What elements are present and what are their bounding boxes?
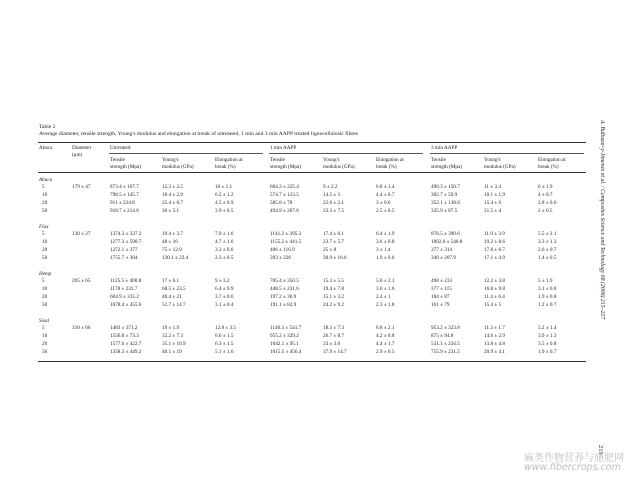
cell-untreated-elongation: 3.1 ± 0.4 — [215, 302, 234, 308]
table-row — [0, 302, 640, 309]
cell-untreated-tensile: 1483 ± 371.2 — [110, 325, 138, 331]
cell-untreated-tensile: 1755.7 ± 304 — [110, 255, 138, 261]
cell-3min-youngs: 17.8 ± 6.7 — [484, 247, 506, 253]
table-row — [0, 200, 640, 207]
header-youngs: Young's — [162, 157, 179, 163]
watermark-url: www.fibercrops.com — [524, 462, 621, 473]
cell-3min-tensile: 335.9 ± 87.5 — [431, 208, 458, 214]
cell-untreated-tensile: 798.5 ± 145.7 — [110, 192, 139, 198]
cell-3min-tensile: 875 ± 94.8 — [431, 333, 454, 339]
cell-3min-tensile: 184 ± 87 — [431, 294, 450, 300]
table-row — [0, 239, 640, 246]
cell-3min-elongation: 4 ± 0.7 — [538, 192, 553, 198]
cell-untreated-tensile: 1358.3 ± 449.2 — [110, 349, 142, 355]
cell-3min-youngs: 11.4 ± 6.4 — [484, 294, 505, 300]
cell-1min-elongation: 2.3 ± 1.8 — [376, 302, 395, 308]
cell-1min-youngs: 18.3 ± 7.3 — [323, 325, 345, 331]
cell-treatment-time: 20 — [42, 247, 48, 253]
watermark-text: 麻类作物营养与施肥网 — [524, 453, 624, 464]
cell-treatment-time: 20 — [42, 341, 48, 347]
cell-1min-elongation: 2.5 ± 0.5 — [376, 208, 395, 214]
table-row — [0, 278, 640, 285]
cell-1min-elongation: 3.6 ± 0.8 — [376, 239, 395, 245]
cell-3min-elongation: 2.8 ± 0.6 — [538, 200, 557, 206]
cell-untreated-elongation: 7.9 ± 1.6 — [215, 231, 234, 237]
cell-1min-youngs: 33 ± 3.6 — [323, 341, 341, 347]
cell-untreated-youngs: 32.2 ± 7.3 — [162, 333, 184, 339]
table-row — [0, 192, 640, 199]
header-youngs-unit: modulus (GPa) — [323, 164, 355, 170]
cell-treatment-time: 50 — [42, 255, 48, 261]
cell-untreated-youngs: 48 ± 16 — [162, 239, 178, 245]
cell-1min-elongation: 4.2 ± 0.8 — [376, 333, 395, 339]
cell-1min-elongation: 4.4 ± 0.7 — [376, 192, 395, 198]
cell-3min-tensile: 490.3 ± 150.7 — [431, 184, 460, 190]
cell-3min-youngs: 19.2 ± 8.6 — [484, 239, 506, 245]
header-tensile: Tensile — [270, 157, 285, 163]
table-top-rule — [38, 142, 586, 143]
section-title: Sisal — [39, 318, 50, 324]
header-diameter-unit: (μm) — [72, 152, 83, 158]
cell-1min-youngs: 15.3 ± 5.5 — [323, 278, 345, 284]
page-number: 219 — [597, 445, 604, 455]
cell-3min-youngs: 16.8 ± 9.8 — [484, 286, 506, 292]
header-elongation: Elongation at — [538, 157, 566, 163]
cell-untreated-tensile: 1178 ± 231.7 — [110, 286, 138, 292]
header-tensile: Tensile — [110, 157, 125, 163]
cell-1min-tensile: 406 ± 116.9 — [270, 247, 295, 253]
cell-treatment-time: 10 — [42, 192, 48, 198]
cell-1min-elongation: 4.4 ± 1.7 — [376, 341, 395, 347]
cell-treatment-time: 50 — [42, 302, 48, 308]
table-row — [0, 247, 640, 254]
cell-1min-elongation: 6.4 ± 1.9 — [376, 231, 395, 237]
one-min-group-rule — [269, 153, 423, 154]
cell-untreated-elongation: 6.4 ± 0.9 — [215, 286, 234, 292]
cell-untreated-youngs: 30 ± 5.1 — [162, 208, 180, 214]
header-untreated: Untreated — [110, 145, 131, 151]
cell-untreated-youngs: 35.1 ± 10.9 — [162, 341, 186, 347]
cell-3min-tensile: 876.5 ± 390.6 — [431, 231, 460, 237]
cell-diameter: 130 ± 27 — [72, 231, 91, 237]
cell-1min-youngs: 22.6 ± 2.1 — [323, 200, 345, 206]
cell-untreated-youngs: 19 ± 1.9 — [162, 325, 180, 331]
cell-1min-tensile: 197.2 ± 36.9 — [270, 294, 297, 300]
cell-3min-tensile: 953.2 ± 323.8 — [431, 325, 460, 331]
cell-3min-youngs: 12.2 ± 3.8 — [484, 278, 506, 284]
cell-untreated-elongation: 3.7 ± 0.6 — [215, 294, 234, 300]
cell-untreated-tensile: 1078.4 ± 455.6 — [110, 302, 142, 308]
cell-1min-tensile: 448.5 ± 231.6 — [270, 286, 299, 292]
cell-treatment-time: 20 — [42, 200, 48, 206]
cell-3min-elongation: 5 ± 1.9 — [538, 278, 553, 284]
section-title: Flax — [39, 224, 49, 230]
cell-3min-elongation: 3.1 ± 0.8 — [538, 286, 557, 292]
cell-diameter: 205 ± 65 — [72, 278, 91, 284]
cell-1min-youngs: 17.4 ± 6.1 — [323, 231, 345, 237]
cell-3min-elongation: 3.3 ± 1.3 — [538, 239, 557, 245]
cell-3min-tensile: 340 ± 207.9 — [431, 255, 456, 261]
cell-3min-youngs: 20.9 ± 4.1 — [484, 349, 506, 355]
cell-untreated-elongation: 9 ± 3.2 — [215, 278, 230, 284]
header-tensile-unit: strength (Mpa) — [110, 164, 141, 170]
header-tensile: Tensile — [431, 157, 446, 163]
cell-treatment-time: 50 — [42, 208, 48, 214]
cell-untreated-elongation: 4.7 ± 1.6 — [215, 239, 234, 245]
cell-untreated-youngs: 12.3 ± 2.5 — [162, 184, 184, 190]
cell-untreated-youngs: 51.7 ± 14.7 — [162, 302, 186, 308]
cell-3min-elongation: 5.5 ± 2.1 — [538, 231, 557, 237]
cell-3min-youngs: 10.1 ± 1.9 — [484, 192, 506, 198]
table-row — [0, 208, 640, 215]
cell-untreated-tensile: 873.4 ± 167.7 — [110, 184, 139, 190]
cell-untreated-tensile: 911 ± 224.8 — [110, 200, 135, 206]
cell-untreated-youngs: 18.4 ± 2.9 — [162, 192, 184, 198]
header-elongation-unit: break (%) — [376, 164, 397, 170]
cell-3min-elongation: 2 ± 0.5 — [538, 208, 553, 214]
cell-untreated-youngs: 75 ± 12.9 — [162, 247, 182, 253]
cell-3min-elongation: 6 ± 1.9 — [538, 184, 553, 190]
cell-untreated-tensile: 1125.5 ± 400.8 — [110, 278, 142, 284]
cell-untreated-tensile: 1577.6 ± 422.7 — [110, 341, 142, 347]
table-row — [0, 341, 640, 348]
cell-untreated-tensile: 604.9 ± 315.2 — [110, 294, 139, 300]
header-tensile-unit: strength (Mpa) — [270, 164, 301, 170]
section-title: Hemp — [39, 271, 52, 277]
cell-1min-youngs: 26.7 ± 8.7 — [323, 333, 345, 339]
table-bottom-rule — [38, 361, 586, 362]
cell-untreated-elongation: 6.2 ± 1.2 — [215, 192, 234, 198]
cell-3min-tensile: 302.7 ± 59.9 — [431, 192, 458, 198]
cell-1min-elongation: 3 ± 1.4 — [376, 247, 391, 253]
cell-3min-youngs: 21.5 ± 4 — [484, 208, 502, 214]
cell-1min-tensile: 1146.3 ± 541.7 — [270, 325, 302, 331]
table-row — [0, 184, 640, 191]
cell-untreated-youngs: 17 ± 6.1 — [162, 278, 180, 284]
cell-1min-elongation: 6.8 ± 2.1 — [376, 325, 395, 331]
cell-untreated-tensile: 1277.3 ± 590.7 — [110, 239, 142, 245]
cell-3min-youngs: 13.8 ± 4.8 — [484, 341, 506, 347]
cell-untreated-youngs: 25.4 ± 0.7 — [162, 200, 184, 206]
table-caption-text: Average diameter, tensile strength, Young's modulus and elongation at break of untreated, 1 min and 3 min AAPP treated lignocellulosic fibres — [39, 131, 358, 138]
cell-1min-youngs: 14.5 ± 3 — [323, 192, 341, 198]
cell-3min-elongation: 1.9 ± 0.7 — [538, 349, 557, 355]
cell-1min-tensile: 955.2 ± 329.2 — [270, 333, 299, 339]
table-row — [0, 349, 640, 356]
cell-3min-youngs: 17.1 ± 4.9 — [484, 255, 506, 261]
cell-untreated-youngs: 130.1 ± 22.4 — [162, 255, 189, 261]
cell-untreated-elongation: 6.6 ± 1.5 — [215, 333, 234, 339]
cell-1min-youngs: 23.3 ± 7.5 — [323, 208, 345, 214]
cell-1min-elongation: 5.6 ± 2.1 — [376, 278, 395, 284]
cell-untreated-tensile: 1272.1 ± 377 — [110, 247, 138, 253]
table-label: Table 2 — [39, 124, 56, 130]
cell-1min-elongation: 3.6 ± 1.6 — [376, 286, 395, 292]
cell-3min-tensile: 531.1 ± 234.5 — [431, 341, 460, 347]
cell-1min-tensile: 1015.5 ± 456.4 — [270, 349, 302, 355]
cell-1min-tensile: 585.8 ± 78 — [270, 200, 293, 206]
cell-3min-youngs: 15.4 ± 6 — [484, 200, 502, 206]
cell-3min-tensile: 377 ± 115 — [431, 286, 452, 292]
cell-1min-elongation: 1.9 ± 0.6 — [376, 255, 395, 261]
cell-treatment-time: 5 — [42, 325, 45, 331]
cell-3min-elongation: 1.9 ± 0.8 — [538, 294, 557, 300]
cell-1min-elongation: 6.8 ± 1.4 — [376, 184, 395, 190]
cell-untreated-elongation: 2.3 ± 0.5 — [215, 255, 234, 261]
header-youngs: Young's — [323, 157, 340, 163]
cell-3min-youngs: 11.9 ± 3.9 — [484, 231, 505, 237]
cell-treatment-time: 5 — [42, 278, 45, 284]
cell-1min-youngs: 24.2 ± 9.2 — [323, 302, 345, 308]
cell-3min-elongation: 1.2 ± 0.7 — [538, 302, 557, 308]
cell-3min-elongation: 3.5 ± 0.8 — [538, 341, 557, 347]
header-tensile-unit: strength (Mpa) — [431, 164, 462, 170]
cell-3min-tensile: 755.9 ± 231.5 — [431, 349, 460, 355]
cell-treatment-time: 5 — [42, 231, 45, 237]
cell-1min-elongation: 3 ± 0.6 — [376, 200, 391, 206]
header-1min: 1 min AAPP — [270, 145, 297, 151]
table-header-rule — [38, 172, 586, 173]
header-elongation: Elongation at — [376, 157, 404, 163]
cell-3min-elongation: 5.2 ± 1.4 — [538, 325, 557, 331]
cell-treatment-time: 10 — [42, 333, 48, 339]
cell-untreated-elongation: 5.1 ± 1.6 — [215, 349, 234, 355]
cell-1min-youngs: 9 ± 2.2 — [323, 184, 338, 190]
cell-untreated-elongation: 3.3 ± 0.6 — [215, 247, 234, 253]
table-row — [0, 294, 640, 301]
cell-1min-tensile: 1141.2 ± 395.3 — [270, 231, 302, 237]
cell-3min-youngs: 14.6 ± 2.9 — [484, 333, 506, 339]
cell-1min-elongation: 2.4 ± 1 — [376, 294, 391, 300]
running-head: A. Baltazar-y-Jimenez et al. / Composites Science and Technology 68 (2008) 215–227 — [599, 120, 605, 320]
cell-untreated-elongation: 4.5 ± 0.9 — [215, 200, 234, 206]
cell-1min-tensile: 191.1 ± 82.9 — [270, 302, 297, 308]
cell-3min-tensile: 352.1 ± 138.8 — [431, 200, 460, 206]
cell-1min-tensile: 1042.1 ± 95.1 — [270, 341, 299, 347]
cell-untreated-elongation: 3.9 ± 0.5 — [215, 208, 234, 214]
cell-3min-tensile: 377 ± 314 — [431, 247, 453, 253]
cell-untreated-tensile: 1556.8 ± 73.3 — [110, 333, 139, 339]
cell-untreated-elongation: 12.8 ± 3.5 — [215, 325, 237, 331]
table-row — [0, 286, 640, 293]
cell-treatment-time: 10 — [42, 239, 48, 245]
cell-1min-youngs: 23.7 ± 5.7 — [323, 239, 345, 245]
cell-1min-youngs: 19.4 ± 7.8 — [323, 286, 345, 292]
cell-1min-youngs: 30.9 ± 16.6 — [323, 255, 347, 261]
cell-1min-tensile: 494.9 ± 207.6 — [270, 208, 299, 214]
table-caption — [39, 124, 358, 138]
cell-untreated-tensile: 1374.3 ± 337.2 — [110, 231, 142, 237]
cell-treatment-time: 10 — [42, 286, 48, 292]
cell-1min-youngs: 15.1 ± 3.2 — [323, 294, 345, 300]
cell-1min-tensile: 1155.2 ± 441.5 — [270, 239, 302, 245]
table-row — [0, 325, 640, 332]
cell-treatment-time: 50 — [42, 349, 48, 355]
cell-untreated-youngs: 19.4 ± 3.7 — [162, 231, 184, 237]
cell-diameter: 179 ± 47 — [72, 184, 91, 190]
untreated-group-rule — [109, 153, 263, 154]
cell-3min-youngs: 11.3 ± 1.7 — [484, 325, 505, 331]
cell-diameter: 310 ± 66 — [72, 325, 91, 331]
cell-untreated-elongation: 10 ± 1.1 — [215, 184, 233, 190]
cell-untreated-tensile: 918.7 ± 214.6 — [110, 208, 139, 214]
cell-1min-youngs: 37.9 ± 14.7 — [323, 349, 347, 355]
header-diameter: Diameter — [72, 145, 92, 151]
table-row — [0, 255, 640, 262]
cell-1min-elongation: 2.9 ± 0.5 — [376, 349, 395, 355]
cell-treatment-time: 5 — [42, 184, 45, 190]
cell-untreated-elongation: 6.3 ± 1.5 — [215, 341, 234, 347]
cell-3min-tensile: 498 ± 233 — [431, 278, 453, 284]
cell-1min-tensile: 604.3 ± 225.4 — [270, 184, 299, 190]
header-elongation-unit: break (%) — [215, 164, 236, 170]
header-abaca: Abaca — [39, 145, 53, 151]
cell-untreated-youngs: 40.1 ± 19 — [162, 349, 182, 355]
cell-1min-tensile: 705.4 ± 350.5 — [270, 278, 299, 284]
three-min-group-rule — [430, 153, 584, 154]
cell-3min-tensile: 1002.6 ± 540.8 — [431, 239, 463, 245]
header-youngs: Young's — [484, 157, 501, 163]
table-row — [0, 333, 640, 340]
header-elongation-unit: break (%) — [538, 164, 559, 170]
cell-1min-youngs: 25 ± 8 — [323, 247, 337, 253]
cell-1min-tensile: 393 ± 226 — [270, 255, 292, 261]
cell-3min-elongation: 1.4 ± 0.5 — [538, 255, 557, 261]
cell-1min-tensile: 574.7 ± 123.5 — [270, 192, 299, 198]
cell-3min-elongation: 3.9 ± 1.3 — [538, 333, 557, 339]
cell-treatment-time: 20 — [42, 294, 48, 300]
header-youngs-unit: modulus (GPa) — [162, 164, 194, 170]
header-youngs-unit: modulus (GPa) — [484, 164, 516, 170]
section-title: Abaca — [39, 177, 53, 183]
cell-3min-youngs: 15.4 ± 5 — [484, 302, 502, 308]
cell-untreated-youngs: 68.5 ± 23.5 — [162, 286, 186, 292]
header-elongation: Elongation at — [215, 157, 243, 163]
header-3min: 3 min AAPP — [431, 145, 458, 151]
cell-untreated-youngs: 40.4 ± 21 — [162, 294, 182, 300]
cell-3min-tensile: 161 ± 79 — [431, 302, 450, 308]
cell-3min-elongation: 2.6 ± 0.7 — [538, 247, 557, 253]
table-row — [0, 231, 640, 238]
cell-3min-youngs: 11 ± 3.4 — [484, 184, 501, 190]
